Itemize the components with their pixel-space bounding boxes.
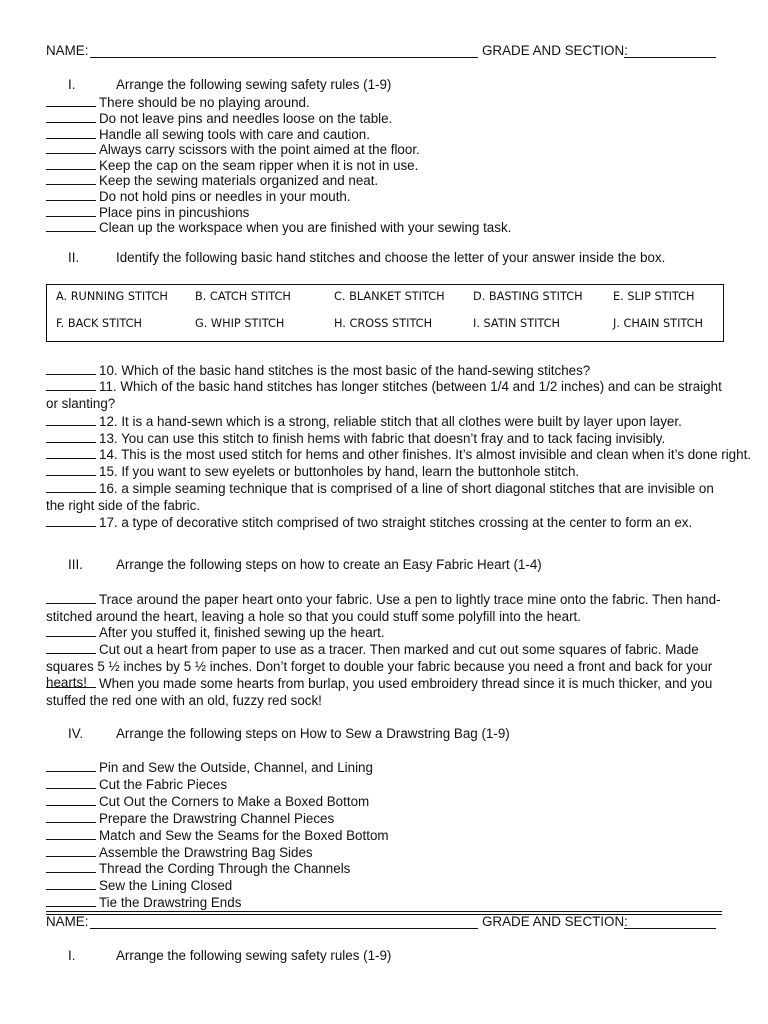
question-item: 16. a simple seaming technique that is comprised of a line of short diagonal stitches that are invisible on the right side of the fabric.: [46, 481, 714, 513]
section-numeral: II.: [68, 250, 80, 265]
list-item: Clean up the workspace when you are finished with your sewing task.: [46, 219, 724, 237]
list-item: Keep the sewing materials organized and neat.: [46, 172, 724, 190]
choice-i: I. SATIN STITCH: [473, 317, 561, 330]
list-item: After you stuffed it, finished sewing up the heart.: [46, 624, 724, 642]
choice-d: D. BASTING STITCH: [473, 290, 583, 303]
list-item: Place pins in pincushions: [46, 204, 724, 222]
answer-blank[interactable]: [46, 776, 96, 789]
answer-blank[interactable]: [46, 894, 96, 907]
choice-j: J. CHAIN STITCH: [613, 317, 704, 330]
name-label: NAME:: [46, 43, 89, 58]
answer-blank[interactable]: [46, 219, 96, 232]
list-item: Do not leave pins and needles loose on the table.: [46, 110, 724, 128]
answer-blank[interactable]: [46, 126, 96, 139]
answer-blank[interactable]: [46, 877, 96, 890]
section-title: Arrange the following sewing safety rules (1-9): [116, 77, 392, 92]
name-label: NAME:: [46, 914, 89, 929]
answer-blank[interactable]: [46, 860, 96, 873]
list-item: Tie the Drawstring Ends: [46, 894, 724, 912]
question-item: 12. It is a hand-sewn which is a strong, reliable stitch that all clothes were built by layer upon layer.: [46, 413, 724, 431]
section-title: Arrange the following sewing safety rules (1-9): [116, 948, 392, 963]
answer-blank[interactable]: [46, 641, 96, 654]
answer-blank[interactable]: [46, 591, 96, 604]
question-item: 10. Which of the basic hand stitches is the most basic of the hand-sewing stitches?: [46, 362, 724, 380]
answer-blank[interactable]: [46, 827, 96, 840]
list-item: Assemble the Drawstring Bag Sides: [46, 844, 724, 862]
answer-blank[interactable]: [46, 172, 96, 185]
choice-g: G. WHIP STITCH: [195, 317, 285, 330]
list-item: There should be no playing around.: [46, 94, 724, 112]
answer-blank[interactable]: [46, 514, 96, 527]
question-item: 14. This is the most used stitch for hems and other finishes. It’s almost invisible and clean when it’s done right.: [46, 446, 724, 464]
answer-blank[interactable]: [46, 624, 96, 637]
list-item: Cut out a heart from paper to use as a tracer. Then marked and cut out some squares of fabric. Made squares 5 ½ inches by 5 ½ inches. Don’t forget to double your fabric because you need a front and back for your hearts!: [46, 642, 713, 691]
list-item: Prepare the Drawstring Channel Pieces: [46, 810, 724, 828]
section-numeral: IV.: [68, 726, 84, 741]
list-item: Always carry scissors with the point aimed at the floor.: [46, 141, 724, 159]
choices-box: [46, 284, 724, 342]
answer-blank[interactable]: [46, 675, 96, 688]
grade-field[interactable]: [624, 928, 716, 929]
list-item: Trace around the paper heart onto your fabric. Use a pen to lightly trace mine onto the fabric. Then hand-stitched around the heart, leaving a hole so that you could stuff some polyfill into the heart.: [46, 592, 721, 624]
answer-blank[interactable]: [46, 480, 96, 493]
answer-blank[interactable]: [46, 413, 96, 426]
answer-blank[interactable]: [46, 188, 96, 201]
list-item: Thread the Cording Through the Channels: [46, 860, 724, 878]
name-field[interactable]: [90, 928, 478, 929]
answer-blank[interactable]: [46, 759, 96, 772]
section-title: Identify the following basic hand stitches and choose the letter of your answer inside the box.: [116, 250, 666, 265]
question-item: 13. You can use this stitch to finish hems with fabric that doesn’t fray and to tack facing invisibly.: [46, 430, 724, 448]
list-item: Sew the Lining Closed: [46, 877, 724, 895]
answer-blank[interactable]: [46, 157, 96, 170]
answer-blank[interactable]: [46, 378, 96, 391]
answer-blank[interactable]: [46, 463, 96, 476]
answer-blank[interactable]: [46, 430, 96, 443]
question-item: 11. Which of the basic hand stitches has longer stitches (between 1/4 and 1/2 inches) and can be straight or slanting?: [46, 379, 722, 411]
answer-blank[interactable]: [46, 110, 96, 123]
answer-blank[interactable]: [46, 844, 96, 857]
answer-blank[interactable]: [46, 94, 96, 107]
list-item: Pin and Sew the Outside, Channel, and Lining: [46, 759, 724, 777]
list-item: Do not hold pins or needles in your mouth.: [46, 188, 724, 206]
answer-blank[interactable]: [46, 362, 96, 375]
answer-blank[interactable]: [46, 141, 96, 154]
question-item: 15. If you want to sew eyelets or buttonholes by hand, learn the buttonhole stitch.: [46, 463, 724, 481]
answer-blank[interactable]: [46, 793, 96, 806]
answer-blank[interactable]: [46, 204, 96, 217]
list-item: Match and Sew the Seams for the Boxed Bottom: [46, 827, 724, 845]
section-numeral: I.: [68, 948, 76, 963]
section-title: Arrange the following steps on how to create an Easy Fabric Heart (1-4): [116, 557, 542, 572]
grade-label: GRADE AND SECTION:: [482, 43, 628, 58]
choice-e: E. SLIP STITCH: [613, 290, 695, 303]
choice-f: F. BACK STITCH: [56, 317, 143, 330]
grade-label: GRADE AND SECTION:: [482, 914, 628, 929]
choice-h: H. CROSS STITCH: [334, 317, 433, 330]
worksheet-header-repeat: [46, 914, 724, 930]
list-item: Keep the cap on the seam ripper when it is not in use.: [46, 157, 724, 175]
section-numeral: III.: [68, 557, 83, 572]
answer-blank[interactable]: [46, 810, 96, 823]
section-numeral: I.: [68, 77, 76, 92]
answer-blank[interactable]: [46, 446, 96, 459]
choice-b: B. CATCH STITCH: [195, 290, 291, 303]
list-item: When you made some hearts from burlap, you used embroidery thread since it is much thicker, and you stuffed the red one with an old, fuzzy red sock!: [46, 676, 713, 708]
section-title: Arrange the following steps on How to Sew a Drawstring Bag (1-9): [116, 726, 510, 741]
grade-field[interactable]: [624, 57, 716, 58]
list-item: Cut Out the Corners to Make a Boxed Bottom: [46, 793, 724, 811]
question-item: 17. a type of decorative stitch comprised of two straight stitches crossing at the center to form an ex.: [46, 514, 724, 532]
choice-c: C. BLANKET STITCH: [334, 290, 445, 303]
list-item: Handle all sewing tools with care and caution.: [46, 126, 724, 144]
name-field[interactable]: [90, 57, 478, 58]
choice-a: A. RUNNING STITCH: [56, 290, 168, 303]
list-item: Cut the Fabric Pieces: [46, 776, 724, 794]
worksheet-header: [46, 43, 724, 59]
